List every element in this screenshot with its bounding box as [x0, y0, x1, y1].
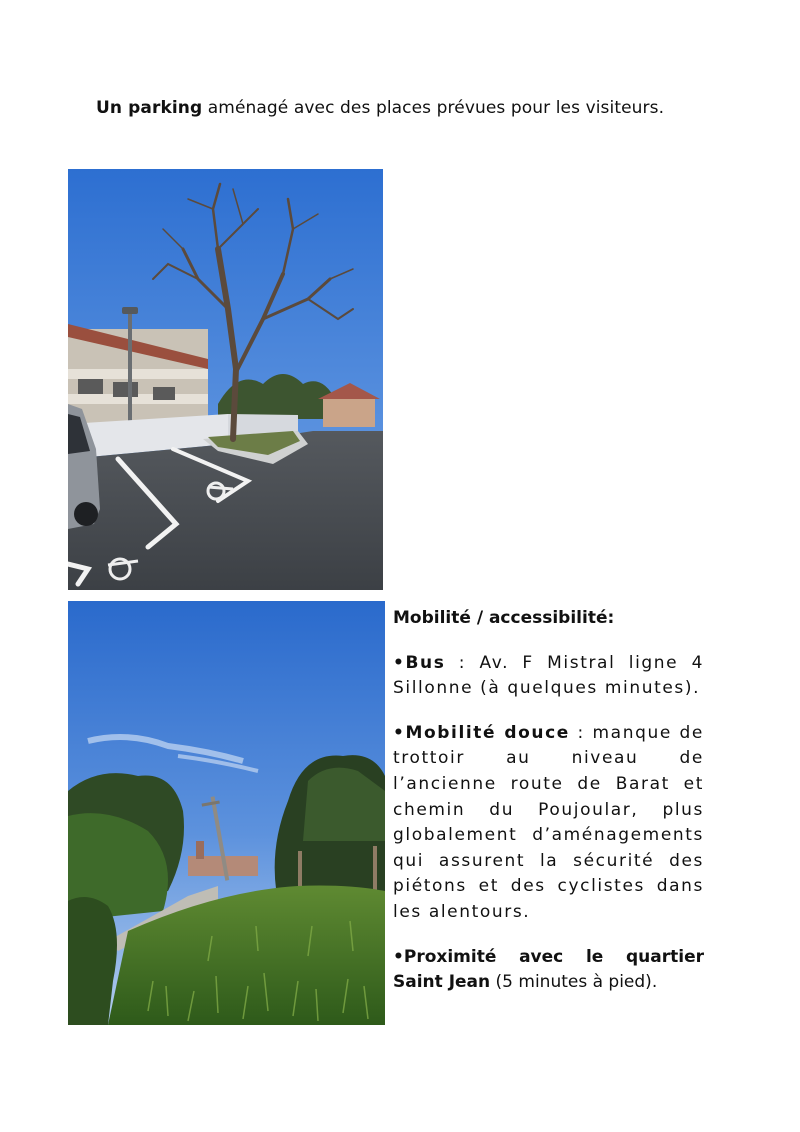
mobility-section	[393, 606, 704, 1015]
intro-line	[96, 98, 664, 118]
bus-label: •Bus	[393, 652, 446, 673]
intro-bold-lead: Un parking	[96, 98, 203, 118]
bus-text: : Av. F Mistral ligne 4 Sillonne (à quelques minutes).	[393, 652, 704, 699]
proximite-label: •Proximité avec le quartier Saint Jean	[393, 946, 704, 993]
mobilite-douce-paragraph	[393, 721, 704, 926]
mobilite-douce-label: •Mobilité douce	[393, 722, 570, 743]
path-photo	[68, 601, 385, 1025]
proximite-paragraph	[393, 945, 704, 996]
mobilite-douce-text: : manque de trottoir au niveau de l’ancienne route de Barat et chemin du Poujoular, plus globalement d’aménagements qui assurent la sécurité des piétons et des cyclistes dans les alentours.	[393, 722, 704, 922]
intro-rest: aménagé avec des places prévues pour les visiteurs.	[202, 98, 665, 118]
proximite-text: (5 minutes à pied).	[490, 972, 658, 993]
section-heading: Mobilité / accessibilité:	[393, 608, 615, 628]
bus-paragraph	[393, 651, 704, 702]
parking-photo	[68, 169, 383, 590]
